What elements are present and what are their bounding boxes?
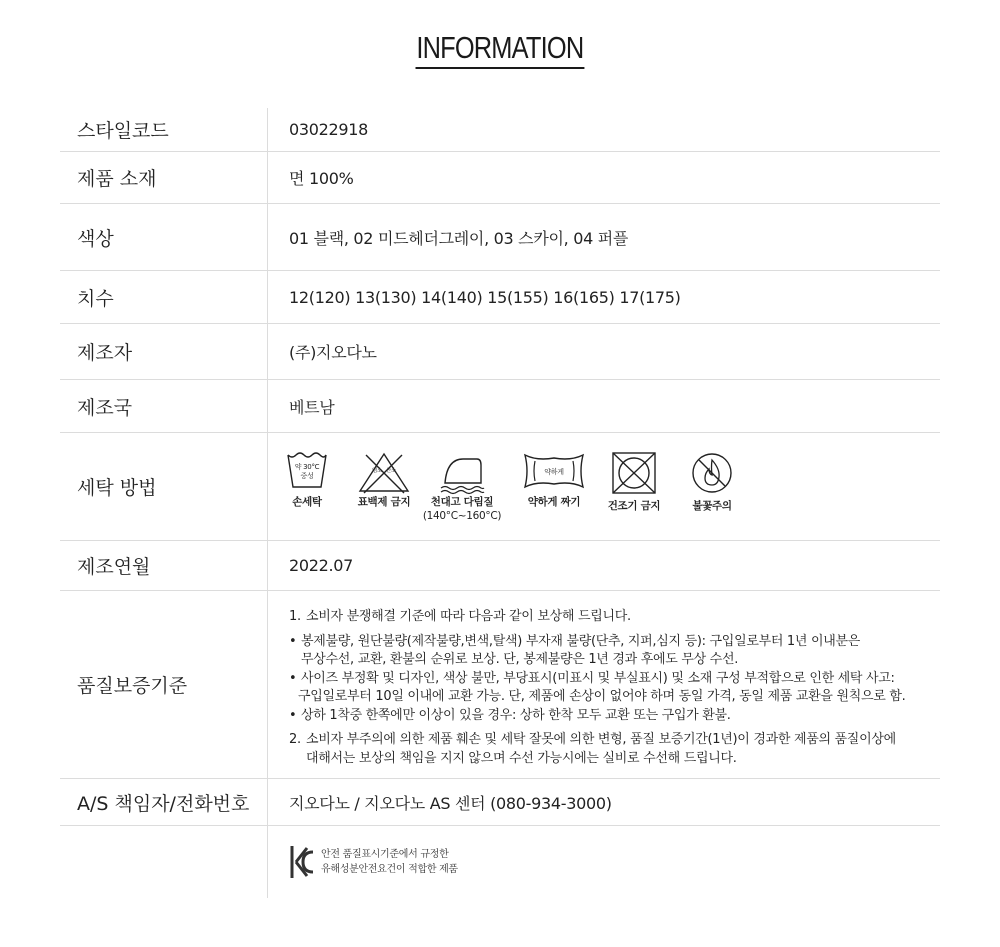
row-label: 제조국 — [60, 380, 268, 432]
row-as-contact — [60, 779, 940, 826]
care-item — [422, 451, 502, 523]
hand-wash-icon — [286, 451, 328, 491]
care-item — [604, 451, 664, 513]
warranty-bullet: • 상하 1착중 한쪽에만 이상이 있을 경우: 상하 한착 모두 교환 또는 구입가 환불. — [289, 707, 731, 723]
row-label: 색상 — [60, 204, 268, 270]
row-value — [268, 591, 940, 778]
page-title: INFORMATION — [0, 30, 1000, 69]
info-table — [60, 108, 940, 898]
care-caption: 약하게 짜기 — [527, 496, 581, 508]
row-value: 베트남 — [289, 397, 335, 417]
row-value — [268, 433, 940, 540]
row-size — [60, 271, 940, 324]
row-label: 세탁 방법 — [60, 433, 268, 540]
care-inner-text: 약하게 — [544, 468, 564, 476]
row-kc — [60, 826, 940, 898]
care-item — [519, 451, 589, 509]
row-country — [60, 380, 940, 433]
row-style-code — [60, 108, 940, 152]
row-value: 03022918 — [289, 120, 369, 139]
row-label: 스타일코드 — [60, 108, 268, 151]
row-material — [60, 152, 940, 204]
no-dryer-icon — [611, 451, 657, 495]
care-caption: 불꽃주의 — [692, 500, 732, 512]
row-date — [60, 541, 940, 591]
fire-caution-icon — [690, 451, 734, 495]
warranty-item: 1. 소비자 분쟁해결 기준에 따라 다음과 같이 보상해 드립니다. — [289, 609, 631, 624]
wring-gently-icon — [523, 451, 585, 491]
row-label: 치수 — [60, 271, 268, 323]
row-value — [268, 826, 940, 898]
care-item — [687, 451, 737, 513]
row-value: 01 블랙, 02 미드헤더그레이, 03 스카이, 04 퍼플 — [289, 228, 629, 248]
care-caption: 천대고 다림질 (140°C~160°C) — [422, 496, 502, 522]
kc-description: 안전 품질표시기준에서 규정한 유해성분안전요건이 적합한 제품 — [321, 849, 458, 875]
row-label: 제품 소재 — [60, 152, 268, 203]
kc-mark-icon — [289, 844, 315, 880]
row-wash — [60, 433, 940, 541]
row-value: (주)지오다노 — [289, 343, 377, 362]
warranty-bullet: • 봉제불량, 원단불량(제작불량,변색,탈색) 부자재 불량(단추, 지퍼,심지 등): 구입일로부터 1년 이내분은 무상수선, 교환, 환불의 순위로 보상. 단, 봉제불량은 1년 경과 후에도 무상 수선. — [289, 633, 861, 667]
row-maker — [60, 324, 940, 380]
row-label — [60, 826, 268, 898]
care-symbols — [289, 433, 737, 540]
row-warranty — [60, 591, 940, 779]
row-label: 제조연월 — [60, 541, 268, 590]
row-value: 2022.07 — [289, 556, 354, 575]
care-inner-text: 산소 — [385, 468, 397, 474]
row-label: 제조자 — [60, 324, 268, 379]
care-item — [359, 451, 409, 509]
care-caption: 표백제 금지 — [357, 496, 411, 508]
row-value: 12(120) 13(130) 14(140) 15(155) 16(165) 17(175) — [289, 287, 681, 307]
warranty-item: 2. 소비자 부주의에 의한 제품 훼손 및 세탁 잘못에 의한 변형, 품질 보증기간(1년)이 경과한 제품의 품질이상에 대해서는 보상의 책임을 지지 않으며 수선 가능시에는 실비로 수선해 드립니다. — [289, 732, 896, 766]
warranty-bullet: • 사이즈 부정확 및 디자인, 색상 불만, 부당표시(미표시 및 부실표시) 및 소재 구성 부적합으로 인한 세탁 사고: 구입일로부터 10일 이내에 교환 가능. 단, 제품에 손상이 없어야 하며 동일 가격, 동일 제품 교환을 원칙으로 함. — [289, 670, 906, 704]
care-caption: 손세탁 — [292, 496, 322, 508]
care-inner-text: 염소 — [371, 468, 383, 474]
warranty-text — [289, 608, 905, 768]
row-value: 지오다노 / 지오다노 AS 센터 (080-934-3000) — [289, 793, 612, 813]
care-item — [287, 451, 327, 509]
kc-certification — [289, 844, 458, 880]
care-inner-text: 약 30°C — [294, 463, 320, 471]
row-value: 면 100% — [289, 169, 354, 188]
no-bleach-icon — [358, 451, 410, 495]
care-inner-text: 중성 — [300, 472, 314, 480]
care-caption: 건조기 금지 — [607, 500, 661, 512]
row-color — [60, 204, 940, 271]
row-label: A/S 책임자/전화번호 — [60, 779, 268, 825]
iron-icon — [437, 451, 487, 495]
row-label: 품질보증기준 — [60, 591, 268, 778]
